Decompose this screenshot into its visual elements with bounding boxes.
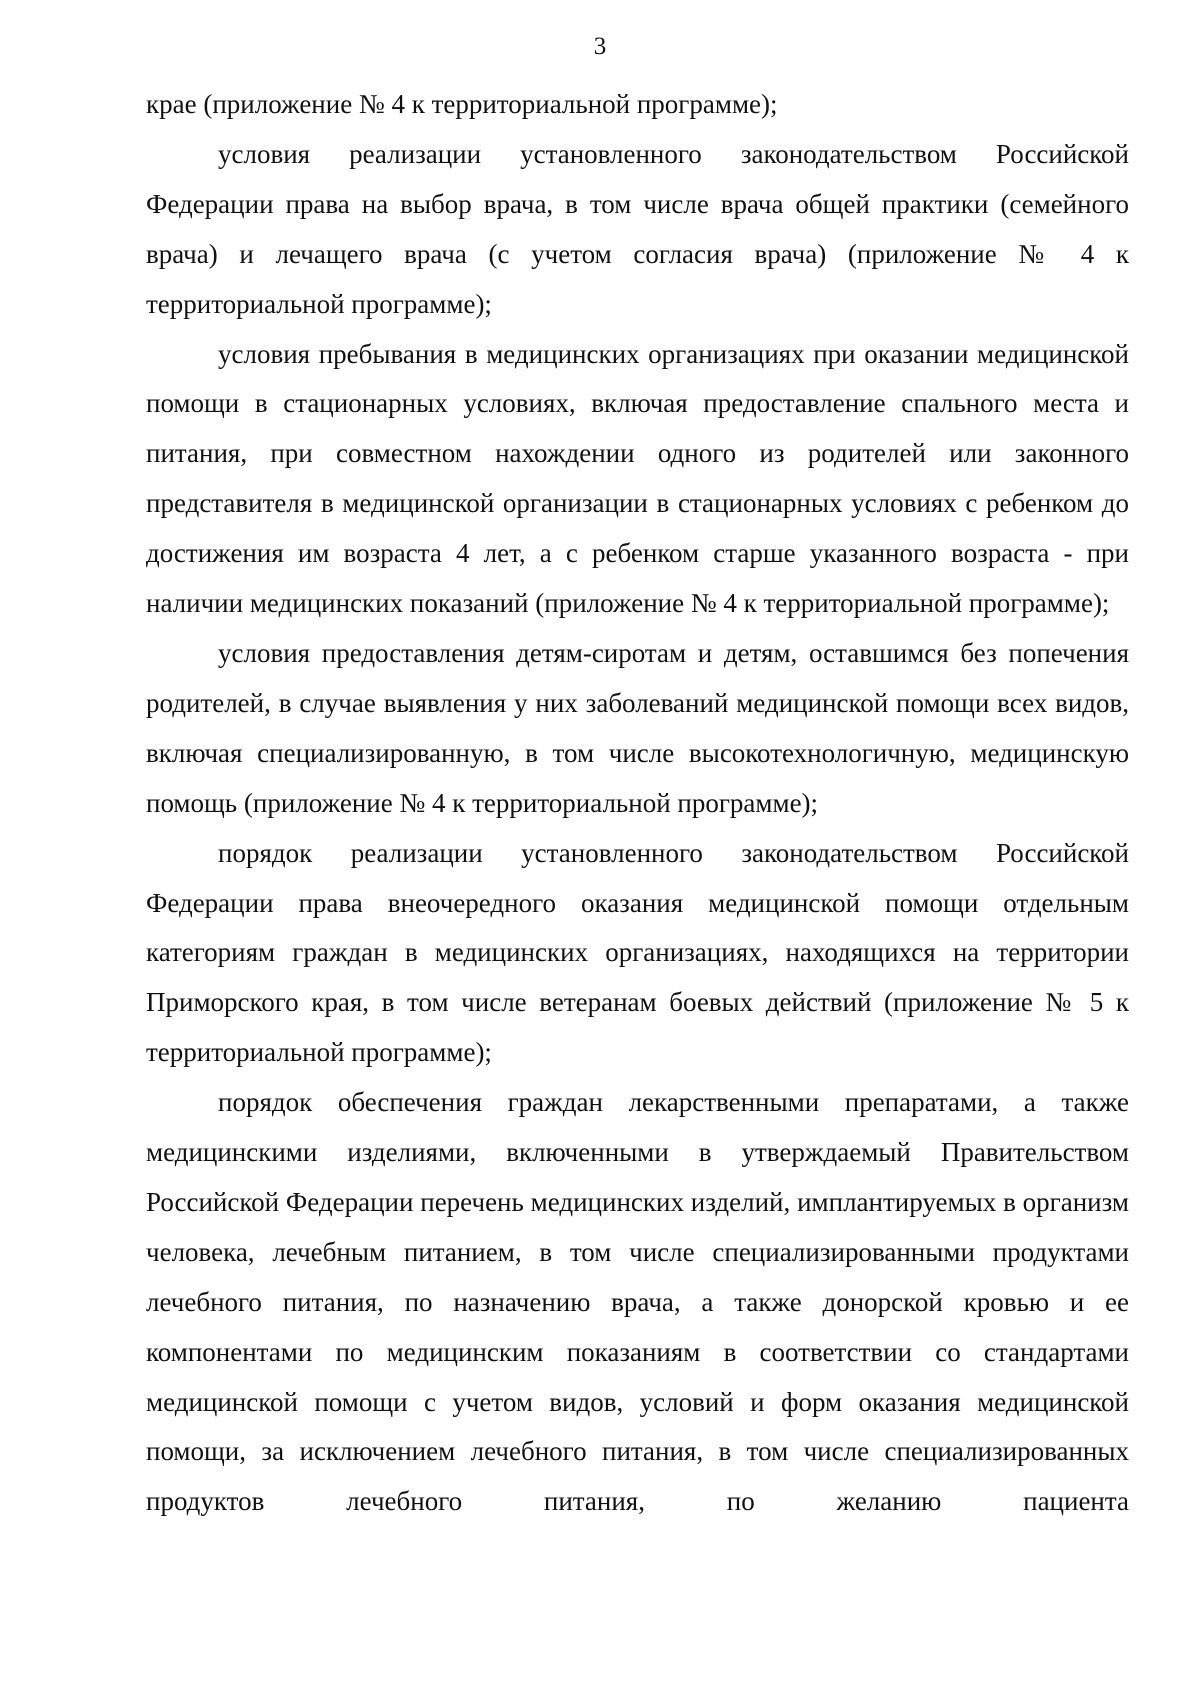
page-number: 3: [593, 33, 607, 60]
paragraph-priority-care-procedure: порядок реализации установленного законодательством Российской Федерации права внеочередного оказания медицинской помощи отдельным категориям граждан в медицинских организациях, находящихся на территории Приморского края, в том числе ветеранам боевых действий (приложение № 5 к территориальной программе);: [146, 837, 1129, 1068]
paragraph-hospital-stay-conditions: условия пребывания в медицинских организациях при оказании медицинской помощи в стационарных условиях, включая предоставление спального места и питания, при совместном нахождении одного из родителей или законного представителя в медицинской организации в стационарных условиях с ребенком до достижения им возраста 4 лет, а с ребенком старше указанного возраста - при наличии медицинских показаний (приложение № 4 к территориальной программе);: [146, 338, 1129, 619]
document-body: [146, 80, 1129, 1527]
paragraph-choice-of-doctor: условия реализации установленного законодательством Российской Федерации права на выбор врача, в том числе врача общей практики (семейного врача) и лечащего врача (с учетом согласия врача) (приложение № 4 к территориальной программе);: [146, 138, 1129, 319]
paragraph-medication-supply-procedure: порядок обеспечения граждан лекарственными препаратами, а также медицинскими изделиями, включенными в утверждаемый Правительством Российской Федерации перечень медицинских изделий, имплантируемых в организм человека, лечебным питанием, в том числе специализированными продуктами лечебного питания, по назначению врача, а также донорской кровью и ее компонентами по медицинским показаниям в соответствии со стандартами медицинской помощи с учетом видов, условий и форм оказания медицинской помощи, за исключением лечебного питания, в том числе специализированных продуктов лечебного питания, по желанию пациента: [146, 1087, 1129, 1517]
paragraph-continuation: крае (приложение № 4 к территориальной программе);: [146, 89, 778, 119]
paragraph-orphan-care-conditions: условия предоставления детям-сиротам и детям, оставшимся без попечения родителей, в случае выявления у них заболеваний медицинской помощи всех видов, включая специализированную, в том числе высокотехнологичную, медицинскую помощь (приложение № 4 к территориальной программе);: [146, 637, 1129, 818]
